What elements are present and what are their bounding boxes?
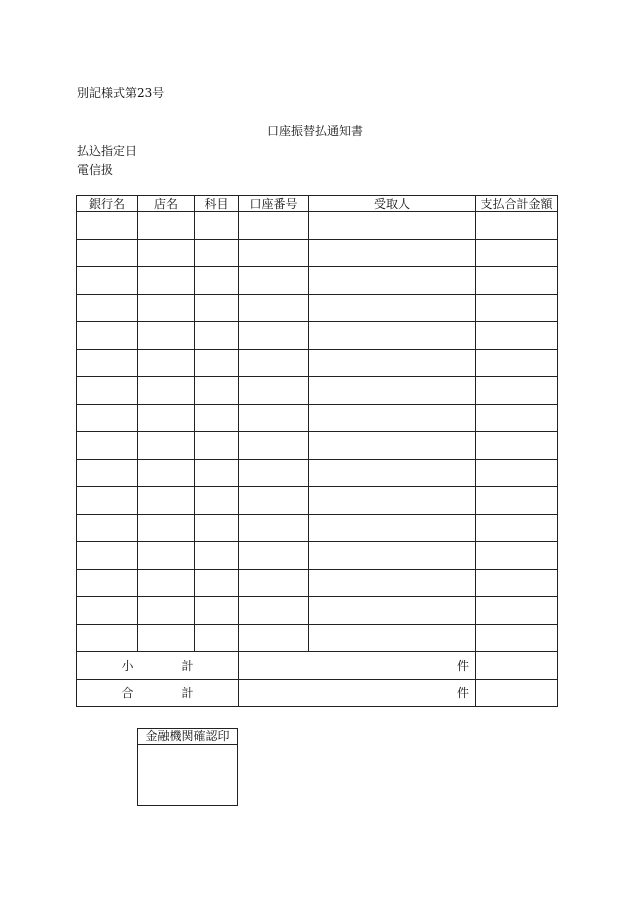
account-number-cell[interactable] [239, 294, 309, 322]
account-number-cell[interactable] [239, 267, 309, 295]
branch-name-cell[interactable] [138, 569, 195, 597]
account-number-cell[interactable] [239, 459, 309, 487]
bank-confirmation-stamp-label: 金融機関確認印 [138, 729, 237, 745]
account-type-cell[interactable] [195, 267, 239, 295]
branch-name-cell[interactable] [138, 404, 195, 432]
branch-name-cell[interactable] [138, 294, 195, 322]
grand-total-count-cell[interactable] [239, 679, 476, 707]
branch-name-cell[interactable] [138, 349, 195, 377]
account-number-cell[interactable] [239, 514, 309, 542]
branch-name-cell[interactable] [138, 322, 195, 350]
table-row [77, 459, 558, 487]
payee-cell[interactable] [309, 294, 476, 322]
payee-cell[interactable] [309, 212, 476, 240]
payee-cell[interactable] [309, 239, 476, 267]
table-row [77, 542, 558, 570]
branch-name-cell[interactable] [138, 487, 195, 515]
column-header-account-number: 口座番号 [239, 196, 309, 212]
account-type-cell[interactable] [195, 212, 239, 240]
account-type-cell[interactable] [195, 514, 239, 542]
table-header-row [77, 196, 558, 212]
table-row [77, 404, 558, 432]
account-type-cell[interactable] [195, 569, 239, 597]
account-number-cell[interactable] [239, 597, 309, 625]
payment-total-cell[interactable] [476, 514, 558, 542]
form-number: 別記様式第23号 [77, 86, 165, 100]
column-header-branch-name: 店名 [138, 196, 195, 212]
grand-total-row [77, 679, 558, 707]
account-type-cell[interactable] [195, 487, 239, 515]
bank-name-cell[interactable] [77, 404, 138, 432]
bank-confirmation-stamp-box [137, 728, 238, 806]
account-type-cell[interactable] [195, 294, 239, 322]
branch-name-cell[interactable] [138, 459, 195, 487]
account-number-cell[interactable] [239, 432, 309, 460]
bank-name-cell[interactable] [77, 514, 138, 542]
subtotal-label [77, 652, 239, 680]
table-row [77, 597, 558, 625]
account-number-cell[interactable] [239, 542, 309, 570]
account-type-cell[interactable] [195, 404, 239, 432]
subtotal-label-char-1: 小 [121, 658, 134, 673]
payment-total-cell[interactable] [476, 542, 558, 570]
table-row [77, 432, 558, 460]
payee-cell[interactable] [309, 487, 476, 515]
table-row [77, 377, 558, 405]
column-header-account-type: 科目 [195, 196, 239, 212]
table-row [77, 212, 558, 240]
branch-name-cell[interactable] [138, 377, 195, 405]
bank-name-cell[interactable] [77, 487, 138, 515]
bank-name-cell[interactable] [77, 597, 138, 625]
account-type-cell[interactable] [195, 624, 239, 652]
payee-cell[interactable] [309, 322, 476, 350]
payment-total-cell[interactable] [476, 377, 558, 405]
account-type-cell[interactable] [195, 349, 239, 377]
account-number-cell[interactable] [239, 624, 309, 652]
grand-total-label [77, 679, 239, 707]
account-type-cell[interactable] [195, 239, 239, 267]
transfer-date-label: 払込指定日 [77, 144, 138, 158]
column-header-bank-name: 銀行名 [77, 196, 138, 212]
account-number-cell[interactable] [239, 569, 309, 597]
branch-name-cell[interactable] [138, 542, 195, 570]
grand-total-label-char-1: 合 [121, 686, 134, 701]
account-type-cell[interactable] [195, 459, 239, 487]
account-type-cell[interactable] [195, 597, 239, 625]
payee-cell[interactable] [309, 267, 476, 295]
payment-total-cell[interactable] [476, 239, 558, 267]
account-number-cell[interactable] [239, 404, 309, 432]
payee-cell[interactable] [309, 514, 476, 542]
account-type-cell[interactable] [195, 322, 239, 350]
payment-total-cell[interactable] [476, 459, 558, 487]
table-row [77, 514, 558, 542]
payee-cell[interactable] [309, 624, 476, 652]
account-type-cell[interactable] [195, 432, 239, 460]
payment-total-cell[interactable] [476, 212, 558, 240]
branch-name-cell[interactable] [138, 212, 195, 240]
account-number-cell[interactable] [239, 322, 309, 350]
bank-name-cell[interactable] [77, 377, 138, 405]
account-number-cell[interactable] [239, 377, 309, 405]
grand-total-amount-cell[interactable] [476, 679, 558, 707]
grand-total-label-char-2: 計 [181, 686, 194, 701]
branch-name-cell[interactable] [138, 514, 195, 542]
bank-name-cell[interactable] [77, 569, 138, 597]
account-type-cell[interactable] [195, 542, 239, 570]
account-number-cell[interactable] [239, 349, 309, 377]
payee-cell[interactable] [309, 404, 476, 432]
wire-transfer-label: 電信扱 [77, 163, 114, 177]
subtotal-count-unit: 件 [457, 658, 470, 673]
branch-name-cell[interactable] [138, 597, 195, 625]
branch-name-cell[interactable] [138, 267, 195, 295]
payee-cell[interactable] [309, 349, 476, 377]
payment-total-cell[interactable] [476, 569, 558, 597]
bank-name-cell[interactable] [77, 322, 138, 350]
payee-cell[interactable] [309, 597, 476, 625]
bank-name-cell[interactable] [77, 212, 138, 240]
bank-name-cell[interactable] [77, 239, 138, 267]
payment-total-cell[interactable] [476, 322, 558, 350]
bank-name-cell[interactable] [77, 624, 138, 652]
account-number-cell[interactable] [239, 239, 309, 267]
account-number-cell[interactable] [239, 212, 309, 240]
table-row [77, 239, 558, 267]
branch-name-cell[interactable] [138, 432, 195, 460]
grand-total-count-unit: 件 [457, 686, 470, 701]
subtotal-amount-cell[interactable] [476, 652, 558, 680]
payee-cell[interactable] [309, 569, 476, 597]
payment-total-cell[interactable] [476, 404, 558, 432]
branch-name-cell[interactable] [138, 624, 195, 652]
payment-total-cell[interactable] [476, 624, 558, 652]
payment-total-cell[interactable] [476, 597, 558, 625]
account-type-cell[interactable] [195, 377, 239, 405]
table-row [77, 569, 558, 597]
payee-cell[interactable] [309, 377, 476, 405]
bank-name-cell[interactable] [77, 432, 138, 460]
bank-name-cell[interactable] [77, 542, 138, 570]
form-title: 口座振替払通知書 [266, 124, 363, 138]
bank-name-cell[interactable] [77, 294, 138, 322]
payment-total-cell[interactable] [476, 267, 558, 295]
payment-total-cell[interactable] [476, 432, 558, 460]
subtotal-label-char-2: 計 [181, 658, 194, 673]
payment-total-cell[interactable] [476, 294, 558, 322]
bank-name-cell[interactable] [77, 267, 138, 295]
payment-total-cell[interactable] [476, 349, 558, 377]
table-row [77, 349, 558, 377]
payee-cell[interactable] [309, 432, 476, 460]
branch-name-cell[interactable] [138, 239, 195, 267]
account-number-cell[interactable] [239, 487, 309, 515]
subtotal-row [77, 652, 558, 680]
table-row [77, 322, 558, 350]
transfer-table [76, 195, 558, 707]
subtotal-count-cell[interactable] [239, 652, 476, 680]
table-row [77, 624, 558, 652]
table-row [77, 294, 558, 322]
bank-name-cell[interactable] [77, 349, 138, 377]
bank-name-cell[interactable] [77, 459, 138, 487]
payee-cell[interactable] [309, 542, 476, 570]
payee-cell[interactable] [309, 459, 476, 487]
table-row [77, 487, 558, 515]
column-header-payment-total: 支払合計金額 [476, 196, 558, 212]
payment-total-cell[interactable] [476, 487, 558, 515]
table-row [77, 267, 558, 295]
column-header-payee: 受取人 [309, 196, 476, 212]
